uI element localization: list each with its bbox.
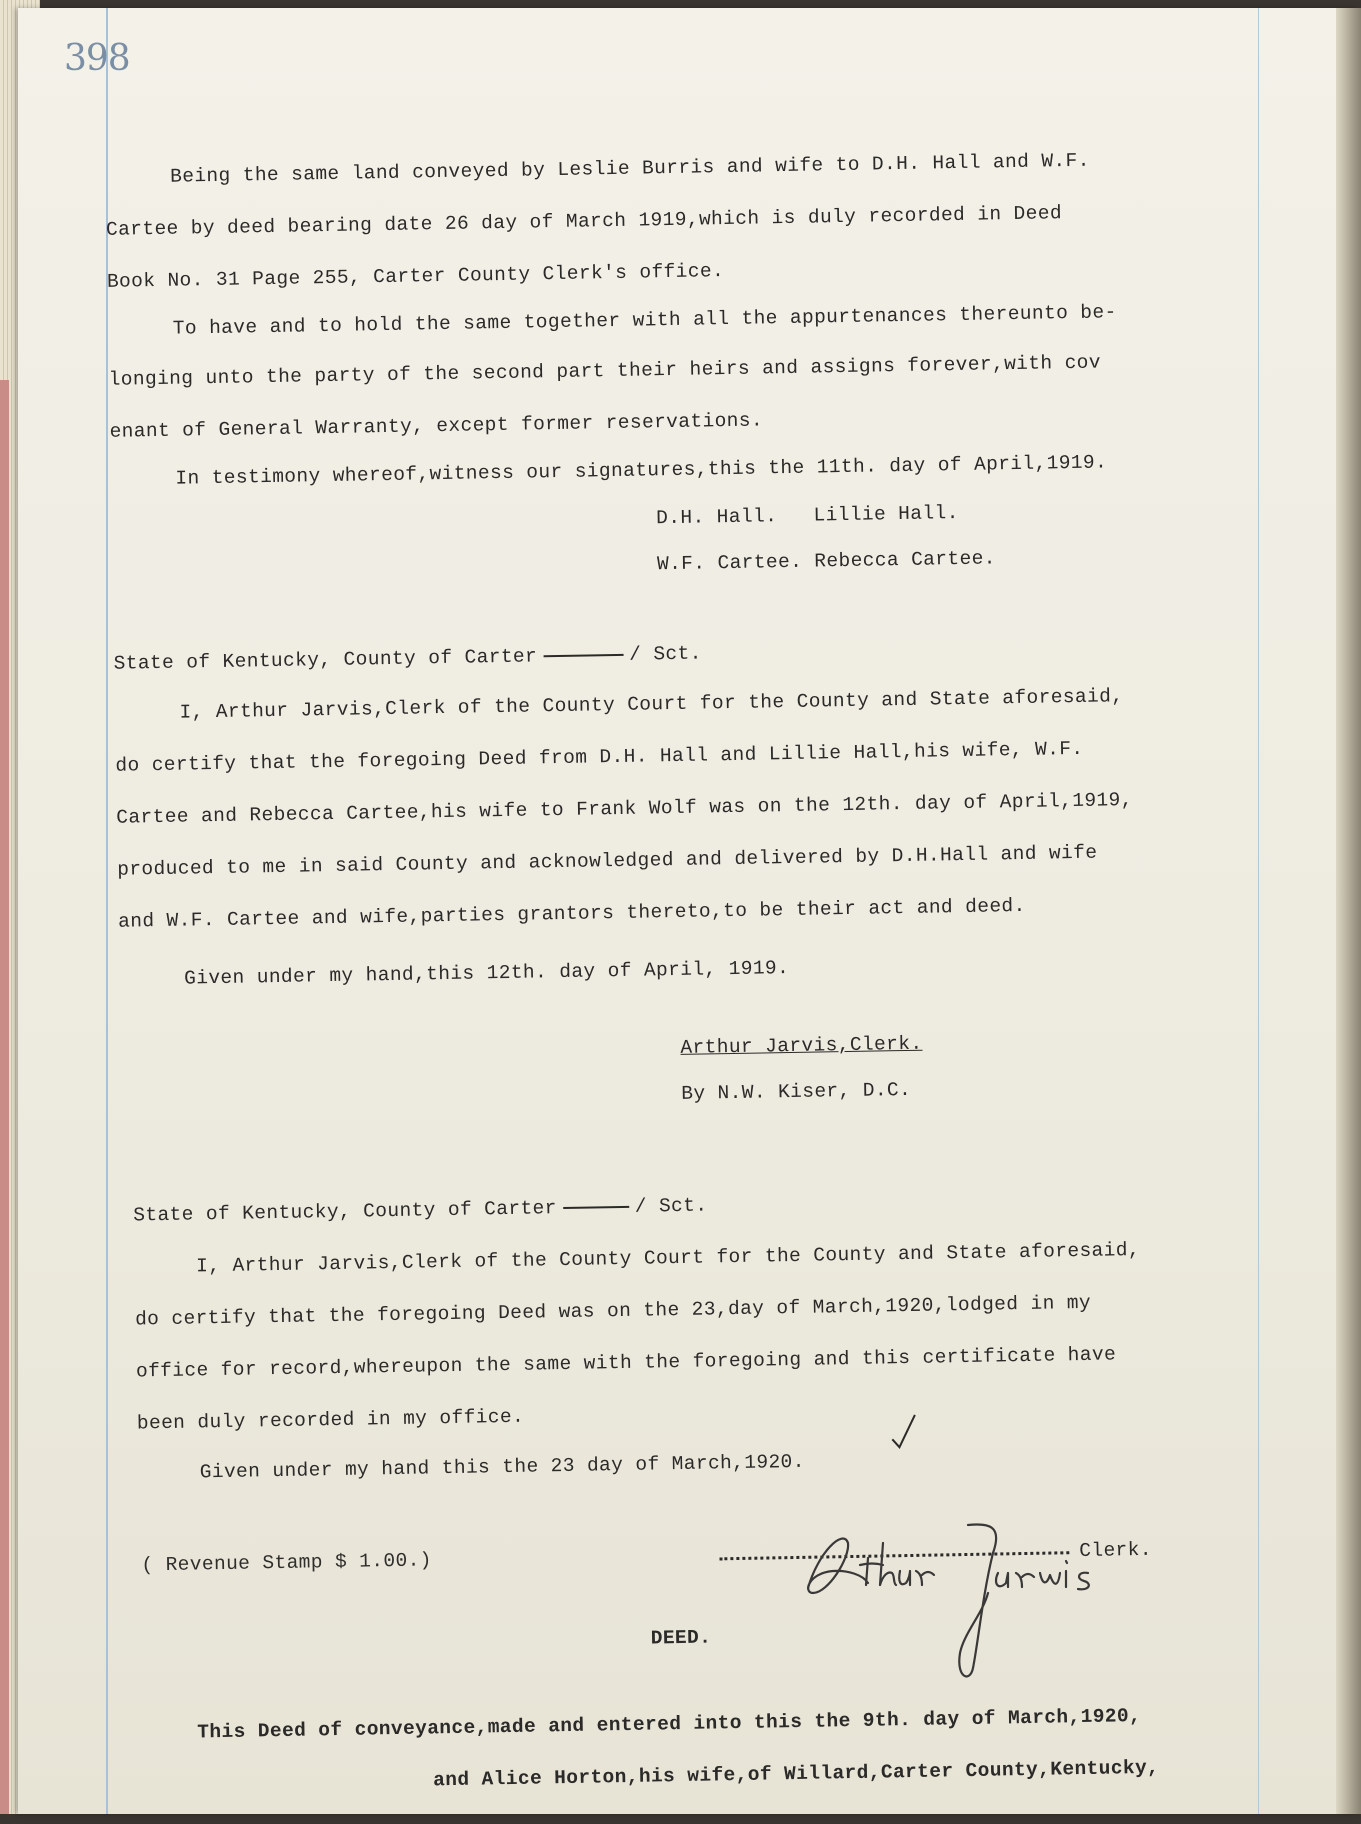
text-line: enant of General Warranty, except former reservations. xyxy=(109,409,764,443)
grantor-signatures: D.H. Hall. Lillie Hall. xyxy=(656,501,959,530)
text-line: Book No. 31 Page 255, Carter County Clerk's office. xyxy=(106,260,725,293)
certificate-heading xyxy=(133,1194,707,1226)
text-line: I, Arthur Jarvis,Clerk of the County Court for the County and State aforesaid, xyxy=(195,1238,1141,1278)
typed-text-block xyxy=(2,0,1361,1824)
text-line: and Alice Horton,his wife,of Willard,Carter County,Kentucky, xyxy=(433,1756,1160,1792)
text-line: been duly recorded in my office. xyxy=(136,1405,525,1435)
sct-label: / Sct. xyxy=(634,1194,708,1218)
certificate-heading-text: State of Kentucky, County of Carter xyxy=(133,1197,557,1227)
ledger-page xyxy=(18,8,1361,1814)
deputy-clerk: By N.W. Kiser, D.C. xyxy=(681,1078,912,1105)
certificate-heading-text: State of Kentucky, County of Carter xyxy=(113,645,538,675)
text-line: Cartee and Rebecca Cartee,his wife to Frank Wolf was on the 12th. day of April,1919, xyxy=(116,789,1133,829)
text-line: I, Arthur Jarvis,Clerk of the County Court for the County and State aforesaid, xyxy=(179,685,1124,724)
page-number: 398 xyxy=(64,38,130,79)
text-line: Being the same land conveyed by Leslie Burris and wife to D.H. Hall and W.F. xyxy=(169,149,1090,188)
text-line: do certify that the foregoing Deed was on the 23,day of March,1920,lodged in my xyxy=(134,1291,1092,1331)
given-line: Given under my hand this the 23 day of March,1920. xyxy=(199,1450,805,1484)
testimony-line: In testimony whereof,witness our signatures,this the 11th. day of April,1919. xyxy=(175,451,1108,490)
certificate-heading xyxy=(113,643,701,675)
clerk-title: Clerk. xyxy=(1079,1538,1153,1563)
sct-label: / Sct. xyxy=(628,642,702,666)
revenue-stamp-note: ( Revenue Stamp $ 1.00.) xyxy=(141,1549,433,1577)
text-line: do certify that the foregoing Deed from D.H. Hall and Lillie Hall,his wife, W.F. xyxy=(115,737,1084,777)
text-line: Cartee by deed bearing date 26 day of March 1919,which is duly recorded in Deed xyxy=(105,202,1063,241)
clerk-signature: Arthur Jarvis,Clerk. xyxy=(680,1032,923,1059)
deed-title: DEED. xyxy=(650,1626,712,1650)
checkmark-icon xyxy=(889,1411,920,1452)
blank-underline xyxy=(563,1206,629,1209)
text-line: longing unto the party of the second part their heirs and assigns forever,with cov xyxy=(108,351,1102,391)
text-line: and W.F. Cartee and wife,parties grantors thereto,to be their act and deed. xyxy=(117,894,1026,933)
text-line: produced to me in said County and acknowledged and delivered by D.H.Hall and wife xyxy=(117,841,1098,881)
text-line: office for record,whereupon the same with the foregoing and this certificate have xyxy=(135,1343,1117,1383)
grantor-signatures: W.F. Cartee. Rebecca Cartee. xyxy=(656,547,997,576)
blank-underline xyxy=(543,654,623,657)
text-line: This Deed of conveyance,made and entered into this the 9th. day of March,1920, xyxy=(197,1704,1142,1744)
handwritten-signature-icon xyxy=(788,1513,1148,1693)
given-line: Given under my hand,this 12th. day of April, 1919. xyxy=(183,957,790,990)
text-line: To have and to hold the same together with all the appurtenances thereunto be- xyxy=(172,301,1117,340)
